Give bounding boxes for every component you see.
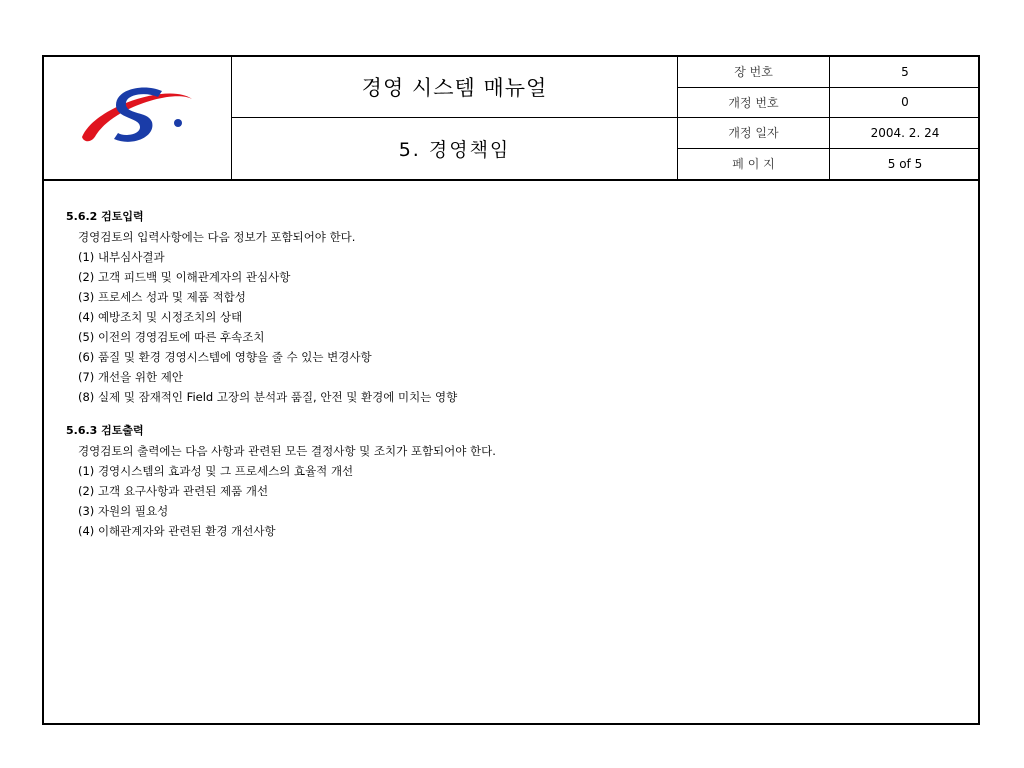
list-item: (3) 자원의 필요성 (78, 504, 169, 518)
list-item: (4) 이해관계자와 관련된 환경 개선사항 (78, 524, 276, 538)
company-logo (44, 57, 232, 179)
meta-value: 5 (901, 64, 909, 79)
chapter-number-row (678, 57, 980, 88)
list-item: (2) 고객 피드백 및 이해관계자의 관심사항 (78, 270, 291, 284)
revision-date-row (678, 118, 980, 149)
meta-label: 페 이 지 (678, 149, 830, 180)
list-item: (4) 예방조치 및 시정조치의 상태 (78, 310, 243, 324)
meta-label: 개정 일자 (678, 118, 830, 148)
revision-number-row (678, 88, 980, 119)
meta-label: 장 번호 (678, 57, 830, 87)
section-intro: 경영검토의 입력사항에는 다음 정보가 포함되어야 한다. (78, 230, 356, 244)
list-item: (8) 실제 및 잠재적인 Field 고장의 분석과 품질, 안전 및 환경에 미치는 영향 (78, 390, 458, 404)
list-item: (7) 개선을 위한 제안 (78, 370, 184, 384)
meta-label: 개정 번호 (678, 88, 830, 118)
list-item: (6) 품질 및 환경 경영시스템에 영향을 줄 수 있는 변경사항 (78, 350, 372, 364)
document-body (66, 207, 946, 541)
logo-s-icon (74, 77, 204, 157)
page-row (678, 149, 980, 180)
list-item: (5) 이전의 경영검토에 따른 후속조치 (78, 330, 265, 344)
list-item: (1) 경영시스템의 효과성 및 그 프로세스의 효율적 개선 (78, 464, 354, 478)
list-item: (2) 고객 요구사항과 관련된 제품 개선 (78, 484, 269, 498)
section-heading: 5.6.2 검토입력 (66, 210, 144, 223)
section-intro: 경영검토의 출력에는 다음 사항과 관련된 모든 결정사항 및 조치가 포함되어야 한다. (78, 444, 496, 458)
document-header (44, 57, 978, 181)
section-heading: 5.6.3 검토출력 (66, 424, 144, 437)
meta-value: 2004. 2. 24 (870, 125, 940, 140)
revision-info-table (678, 57, 980, 179)
list-item: (1) 내부심사결과 (78, 250, 165, 264)
manual-title: 경영 시스템 매뉴얼 (232, 57, 678, 118)
list-item: (3) 프로세스 성과 및 제품 적합성 (78, 290, 246, 304)
meta-value: 0 (901, 95, 909, 110)
document-frame (42, 55, 980, 725)
chapter-title: 5. 경영책임 (232, 118, 678, 179)
meta-value: 5 of 5 (887, 156, 923, 171)
